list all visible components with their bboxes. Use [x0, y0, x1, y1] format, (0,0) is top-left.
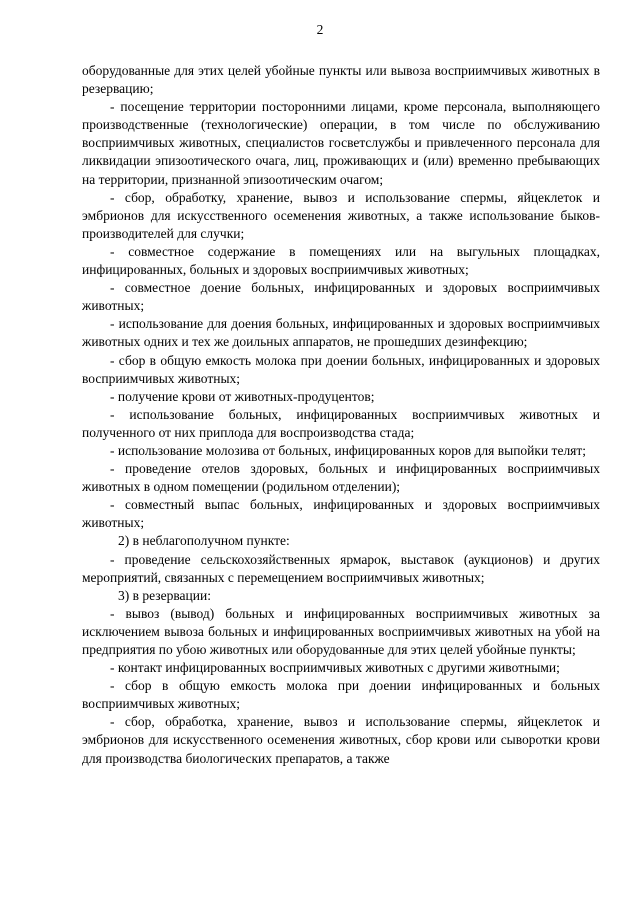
paragraph: - проведение сельскохозяйственных ярмарок, выставок (аукционов) и других мероприятий, связанных с перемещением восприимчивых животных;	[82, 551, 600, 585]
paragraph: - сбор, обработку, хранение, вывоз и использование спермы, яйцеклеток и эмбрионов для искусственного осеменения животных, а также использование быков-производителей для случки;	[82, 189, 600, 241]
paragraph: - совместное содержание в помещениях или на выгульных площадках, инфицированных, больных и здоровых восприимчивых животных;	[82, 243, 600, 278]
paragraph: - сбор в общую емкость молока при доении инфицированных и больных восприимчивых животных;	[82, 678, 600, 712]
paragraph: - сбор, обработка, хранение, вывоз и использование спермы, яйцеклеток и эмбрионов для искусственного осеменения животных, сбор крови или сыворотки крови для производства биологических препаратов, а также	[82, 714, 600, 766]
paragraph: - вывоз (вывод) больных и инфицированных восприимчивых животных за исключением вывоза больных и инфицированных восприимчивых животных на убой на предприятия по убою животных или оборудованные для этих целей убойные пункты;	[82, 605, 600, 657]
paragraph: 2) в неблагополучном пункте:	[118, 533, 290, 549]
body-text	[82, 62, 600, 768]
paragraph: - получение крови от животных-продуцентов;	[110, 388, 375, 404]
paragraph: - сбор в общую емкость молока при доении больных, инфицированных и здоровых восприимчивых животных;	[82, 352, 600, 386]
paragraph: - совместный выпас больных, инфицированных и здоровых восприимчивых животных;	[82, 497, 600, 531]
paragraph: 3) в резервации:	[118, 587, 211, 603]
paragraph: - совместное доение больных, инфицированных и здоровых восприимчивых животных;	[82, 280, 600, 314]
paragraph: - контакт инфицированных восприимчивых животных с другими животными;	[110, 660, 560, 676]
page-number: 2	[316, 22, 324, 37]
paragraph: - использование молозива от больных, инфицированных коров для выпойки телят;	[110, 442, 587, 458]
paragraph: - проведение отелов здоровых, больных и инфицированных восприимчивых животных в одном помещении (родильном отделении);	[82, 461, 600, 495]
paragraph: - использование больных, инфицированных восприимчивых животных и полученного от них приплода для воспроизводства стада;	[82, 406, 600, 440]
paragraph: - использование для доения больных, инфицированных и здоровых восприимчивых животных одних и тех же доильных аппаратов, не прошедших дезинфекцию;	[82, 316, 600, 350]
paragraph: - посещение территории посторонними лицами, кроме персонала, выполняющего производственные (технологические) операции, в том числе по обслуживанию восприимчивых животных, специалистов госветслужбы и привлеченного персонала для ликвидации эпизоотического очага, лиц, проживающих и (или) временно пребывающих на территории, признанной эпизоотическим очагом;	[82, 99, 600, 187]
paragraph: оборудованные для этих целей убойные пункты или вывоза восприимчивых животных в резервацию;	[82, 63, 600, 97]
